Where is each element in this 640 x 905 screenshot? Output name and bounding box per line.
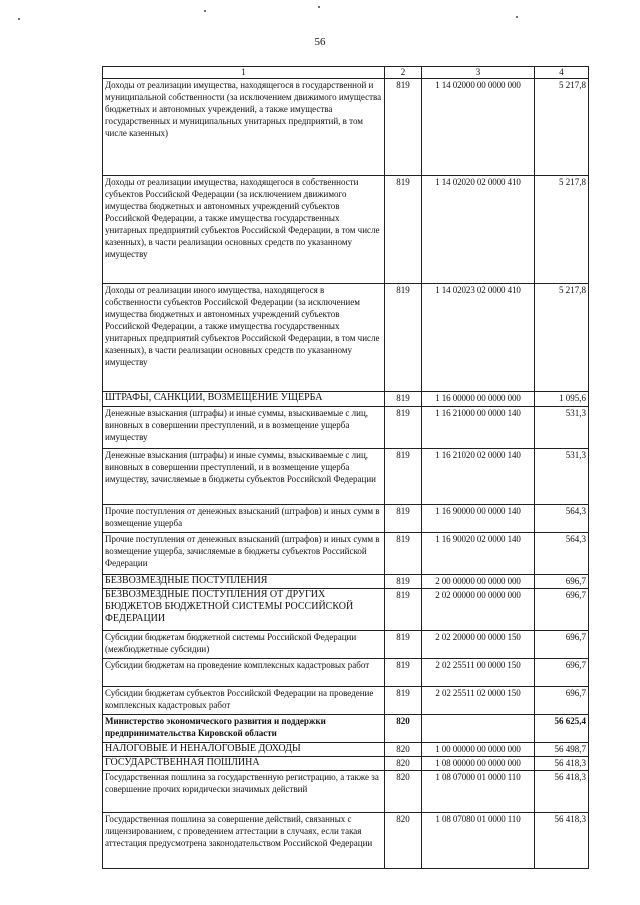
table-header bbox=[103, 67, 589, 79]
scan-speck bbox=[516, 16, 518, 18]
table-row bbox=[103, 176, 589, 284]
row-amount-cell: 531,3 bbox=[535, 407, 589, 449]
row-name-cell: Доходы от реализации имущества, находящегося в государственной и муниципальной собственности (за исключением движимого имущества бюджетных и автономных учреждений, а также имущества государственных и муниципальных унитарных предприятий, в том числе казенных) bbox=[103, 79, 385, 176]
header-col-3: 3 bbox=[422, 67, 535, 79]
scan-speck bbox=[18, 18, 20, 20]
header-col-1: 1 bbox=[103, 67, 385, 79]
row-name-cell: ГОСУДАРСТВЕННАЯ ПОШЛИНА bbox=[103, 757, 385, 771]
page-number: 56 bbox=[314, 36, 326, 48]
row-admin-code-cell: 820 bbox=[385, 715, 422, 743]
row-classification-code-cell: 2 02 25511 02 0000 150 bbox=[422, 687, 535, 715]
header-row bbox=[103, 67, 589, 79]
row-name-cell: Государственная пошлина за совершение действий, связанных с лицензированием, с проведением аттестации в случаях, если такая аттестация предусмотрена законодательством Российской Федерации bbox=[103, 813, 385, 869]
row-amount-cell: 5 217,8 bbox=[535, 79, 589, 176]
row-admin-code-cell: 820 bbox=[385, 813, 422, 869]
row-classification-code-cell: 2 02 00000 00 0000 000 bbox=[422, 589, 535, 631]
table-body bbox=[103, 79, 589, 869]
table-row bbox=[103, 284, 589, 392]
table-row bbox=[103, 449, 589, 505]
table-row bbox=[103, 407, 589, 449]
scan-speck bbox=[204, 10, 206, 12]
row-classification-code-cell: 1 14 02020 02 0000 410 bbox=[422, 176, 535, 284]
row-admin-code-cell: 819 bbox=[385, 449, 422, 505]
row-amount-cell: 531,3 bbox=[535, 449, 589, 505]
row-name-cell: БЕЗВОЗМЕЗДНЫЕ ПОСТУПЛЕНИЯ ОТ ДРУГИХ БЮДЖЕТОВ БЮДЖЕТНОЙ СИСТЕМЫ РОССИЙСКОЙ ФЕДЕРАЦИИ bbox=[103, 589, 385, 631]
row-classification-code-cell bbox=[422, 715, 535, 743]
row-amount-cell: 5 217,8 bbox=[535, 284, 589, 392]
header-col-4: 4 bbox=[535, 67, 589, 79]
row-amount-cell: 56 418,3 bbox=[535, 757, 589, 771]
row-amount-cell: 5 217,8 bbox=[535, 176, 589, 284]
row-admin-code-cell: 819 bbox=[385, 407, 422, 449]
row-admin-code-cell: 819 bbox=[385, 392, 422, 407]
row-classification-code-cell: 1 16 21020 02 0000 140 bbox=[422, 449, 535, 505]
row-name-cell: Доходы от реализации иного имущества, находящегося в собственности субъектов Российской Федерации (за исключением имущества бюджетных и автономных учреждений субъектов Российской Федерации, а также имущества государственных унитарных предприятий субъектов Российской Федерации, в том числе казенных), в части реализации основных средств по указанному имуществу bbox=[103, 284, 385, 392]
row-name-cell: Прочие поступления от денежных взысканий (штрафов) и иных сумм в возмещение ущерба, зачисляемые в бюджеты субъектов Российской Федерации bbox=[103, 533, 385, 575]
row-amount-cell: 1 095,6 bbox=[535, 392, 589, 407]
table-row bbox=[103, 392, 589, 407]
row-amount-cell: 56 418,3 bbox=[535, 771, 589, 813]
table-row bbox=[103, 687, 589, 715]
row-name-cell: Доходы от реализации имущества, находящегося в собственности субъектов Российской Федерации (за исключением движимого имущества бюджетных и автономных учреждений субъектов Российской Федерации, а также имущества государственных унитарных предприятий субъектов Российской Федерации, в том числе казенных), в части реализации основных средств по указанному имуществу bbox=[103, 176, 385, 284]
row-name-cell: Денежные взыскания (штрафы) и иные суммы, взыскиваемые с лиц, виновных в совершении преступлений, и в возмещение ущерба имуществу, зачисляемые в бюджеты субъектов Российской Федерации bbox=[103, 449, 385, 505]
table-row bbox=[103, 505, 589, 533]
table-row bbox=[103, 79, 589, 176]
table-row bbox=[103, 589, 589, 631]
table-row bbox=[103, 743, 589, 757]
row-classification-code-cell: 1 16 90020 02 0000 140 bbox=[422, 533, 535, 575]
row-classification-code-cell: 1 16 90000 00 0000 140 bbox=[422, 505, 535, 533]
row-admin-code-cell: 819 bbox=[385, 659, 422, 687]
row-name-cell: Субсидии бюджетам субъектов Российской Федерации на проведение комплексных кадастровых работ bbox=[103, 687, 385, 715]
row-admin-code-cell: 819 bbox=[385, 533, 422, 575]
row-amount-cell: 696,7 bbox=[535, 659, 589, 687]
row-name-cell: Министерство экономического развития и поддержки предпринимательства Кировской области bbox=[103, 715, 385, 743]
row-amount-cell: 696,7 bbox=[535, 589, 589, 631]
row-name-cell: ШТРАФЫ, САНКЦИИ, ВОЗМЕЩЕНИЕ УЩЕРБА bbox=[103, 392, 385, 407]
row-admin-code-cell: 819 bbox=[385, 79, 422, 176]
row-classification-code-cell: 1 00 00000 00 0000 000 bbox=[422, 743, 535, 757]
row-admin-code-cell: 819 bbox=[385, 589, 422, 631]
row-amount-cell: 564,3 bbox=[535, 533, 589, 575]
row-admin-code-cell: 820 bbox=[385, 743, 422, 757]
row-amount-cell: 56 418,3 bbox=[535, 813, 589, 869]
header-col-2: 2 bbox=[385, 67, 422, 79]
row-amount-cell: 564,3 bbox=[535, 505, 589, 533]
row-classification-code-cell: 1 16 00000 00 0000 000 bbox=[422, 392, 535, 407]
row-classification-code-cell: 1 16 21000 00 0000 140 bbox=[422, 407, 535, 449]
row-classification-code-cell: 2 02 20000 00 0000 150 bbox=[422, 631, 535, 659]
row-amount-cell: 696,7 bbox=[535, 631, 589, 659]
row-name-cell: Субсидии бюджетам бюджетной системы Российской Федерации (межбюджетные субсидии) bbox=[103, 631, 385, 659]
row-name-cell: Денежные взыскания (штрафы) и иные суммы, взыскиваемые с лиц, виновных в совершении преступлений, и в возмещение ущерба имуществу bbox=[103, 407, 385, 449]
table-row bbox=[103, 631, 589, 659]
row-name-cell: Субсидии бюджетам на проведение комплексных кадастровых работ bbox=[103, 659, 385, 687]
row-name-cell: НАЛОГОВЫЕ И НЕНАЛОГОВЫЕ ДОХОДЫ bbox=[103, 743, 385, 757]
row-admin-code-cell: 819 bbox=[385, 176, 422, 284]
row-admin-code-cell: 819 bbox=[385, 631, 422, 659]
row-classification-code-cell: 1 14 02023 02 0000 410 bbox=[422, 284, 535, 392]
table-row bbox=[103, 757, 589, 771]
row-amount-cell: 56 625,4 bbox=[535, 715, 589, 743]
row-admin-code-cell: 819 bbox=[385, 505, 422, 533]
row-admin-code-cell: 819 bbox=[385, 687, 422, 715]
row-classification-code-cell: 1 08 07080 01 0000 110 bbox=[422, 813, 535, 869]
row-name-cell: БЕЗВОЗМЕЗДНЫЕ ПОСТУПЛЕНИЯ bbox=[103, 575, 385, 589]
row-name-cell: Государственная пошлина за государственную регистрацию, а также за совершение прочих юридически значимых действий bbox=[103, 771, 385, 813]
row-name-cell: Прочие поступления от денежных взысканий (штрафов) и иных сумм в возмещение ущерба bbox=[103, 505, 385, 533]
row-amount-cell: 696,7 bbox=[535, 575, 589, 589]
budget-revenue-table bbox=[102, 66, 589, 869]
row-classification-code-cell: 2 00 00000 00 0000 000 bbox=[422, 575, 535, 589]
row-admin-code-cell: 819 bbox=[385, 284, 422, 392]
table-row bbox=[103, 813, 589, 869]
row-classification-code-cell: 1 08 00000 00 0000 000 bbox=[422, 757, 535, 771]
table-row bbox=[103, 575, 589, 589]
row-classification-code-cell: 1 08 07000 01 0000 110 bbox=[422, 771, 535, 813]
row-admin-code-cell: 820 bbox=[385, 771, 422, 813]
row-admin-code-cell: 820 bbox=[385, 757, 422, 771]
scan-speck bbox=[318, 6, 320, 8]
table-row bbox=[103, 533, 589, 575]
table-row bbox=[103, 715, 589, 743]
table-row bbox=[103, 659, 589, 687]
row-amount-cell: 56 498,7 bbox=[535, 743, 589, 757]
row-classification-code-cell: 2 02 25511 00 0000 150 bbox=[422, 659, 535, 687]
table-row bbox=[103, 771, 589, 813]
row-classification-code-cell: 1 14 02000 00 0000 000 bbox=[422, 79, 535, 176]
row-admin-code-cell: 819 bbox=[385, 575, 422, 589]
row-amount-cell: 696,7 bbox=[535, 687, 589, 715]
